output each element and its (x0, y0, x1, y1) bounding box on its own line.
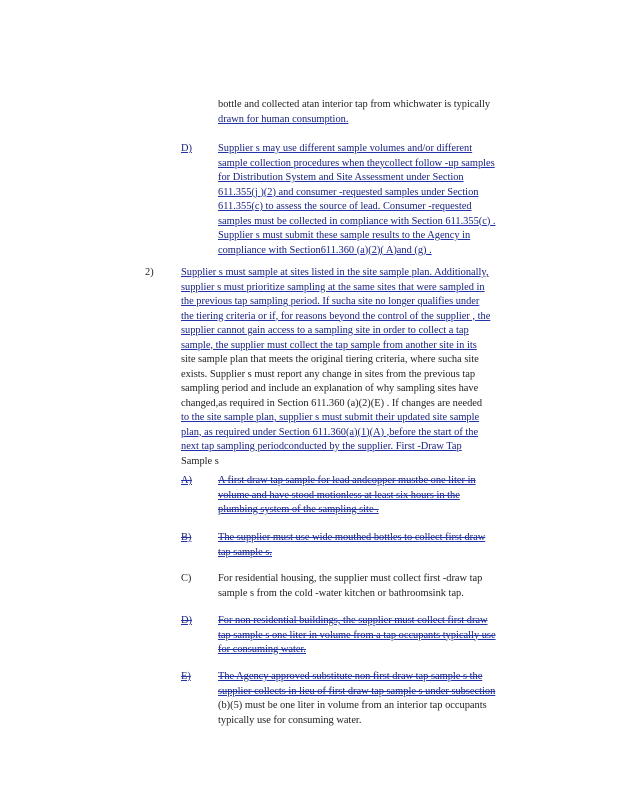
item-label-d2: D) (181, 615, 192, 626)
text-line: sample, the supplier must collect the tap sample from another site in its (181, 339, 477, 351)
text-line: exists. Supplier s must report any change in sites from the previous tap (181, 368, 476, 380)
continuation-paragraph (218, 98, 538, 127)
text-line: Sample s (181, 455, 219, 467)
text-line: tap sample s one liter in volume from a tap occupants typically use (218, 629, 496, 641)
item-d-paragraph (218, 142, 538, 258)
text-line: for consuming water. (218, 644, 307, 655)
text-line: Supplier s must sample at sites listed in the site sample plan. Additionally, (181, 267, 489, 278)
text-line: the tiering criteria or if, for reasons beyond the control of the supplier , the (181, 310, 491, 322)
text-line: changed,as required in Section 611.360 (a)(2)(E) . If changes are needed (181, 397, 483, 409)
text-line: volume and have stood motionless at least six hours in the (218, 489, 460, 501)
text-line: sampling period and include an explanation of why sampling sites have (181, 383, 479, 394)
text-line: typically use for consuming water. (218, 714, 362, 726)
text-line: sample s from the cold -water kitchen or bathroomsink tap. (218, 587, 464, 599)
text-line: (b)(5) must be one liter in volume from an interior tap occupants (218, 700, 487, 711)
text-line: supplier collects in lieu of first draw tap sample s under subsection (218, 685, 496, 697)
section-2-paragraph (181, 266, 539, 469)
text-line: Supplier s may use different sample volumes and/or different (218, 143, 473, 154)
text-line: next tap sampling periodconducted by the supplier. First -Draw Tap (181, 441, 462, 452)
text-line: The Agency approved substitute non first draw tap sample s the (218, 671, 483, 682)
text-line: compliance with Section611.360 (a)(2)( A)and (g) . (218, 244, 432, 256)
text-line: for Distribution System and Site Assessment under Section (218, 172, 464, 183)
text-line: For residential housing, the supplier must collect first -draw tap (218, 573, 483, 584)
text-line: For non residential buildings, the supplier must collect first draw (218, 615, 488, 626)
text-line: site sample plan that meets the original tiering criteria, where sucha site (181, 354, 479, 365)
text-line: plumbing system of the sampling site . (218, 504, 379, 515)
item-label-e: E) (181, 671, 191, 682)
item-label-d: D) (181, 143, 192, 154)
text-line: tap sample s. (218, 546, 272, 558)
text-line: supplier s must prioritize sampling at the same sites that were sampled in (181, 281, 485, 293)
text-line: 611.355(c) to assess the source of lead. Consumer -requested (218, 201, 472, 212)
item-label-b: B) (181, 532, 192, 543)
item-b-paragraph (218, 531, 538, 560)
item-a-paragraph (218, 474, 538, 518)
text-line: to the site sample plan, supplier s must submit their updated site sample (181, 412, 480, 423)
item-label-a: A) (181, 475, 192, 486)
text-line: samples must be collected in compliance with Section 611.355(c) . (218, 215, 496, 227)
text-line: The supplier must use wide mouthed bottles to collect first draw (218, 532, 486, 543)
item-label-c: C) (181, 573, 192, 584)
text-line: A first draw tap sample for lead andcopper mustbe one liter in (218, 475, 476, 486)
section-label-2: 2) (145, 267, 154, 278)
text-line: drawn for human consumption. (218, 113, 349, 125)
text-line: bottle and collected atan interior tap from whichwater is typically (218, 99, 491, 110)
text-line: supplier cannot gain access to a sampling site in order to collect a tap (181, 325, 469, 336)
text-line: 611.355(j )(2) and consumer -requested samples under Section (218, 186, 479, 198)
text-line: sample collection procedures when theycollect follow -up samples (218, 157, 495, 169)
item-d2-paragraph (218, 614, 538, 658)
item-c-paragraph (218, 572, 538, 601)
text-line: Supplier s must submit these sample results to the Agency in (218, 230, 471, 241)
text-line: plan, as required under Section 611.360(a)(1)(A) ,before the start of the (181, 426, 479, 438)
text-line: the previous tap sampling period. If sucha site no longer qualifies under (181, 296, 480, 307)
item-e-paragraph (218, 670, 538, 728)
